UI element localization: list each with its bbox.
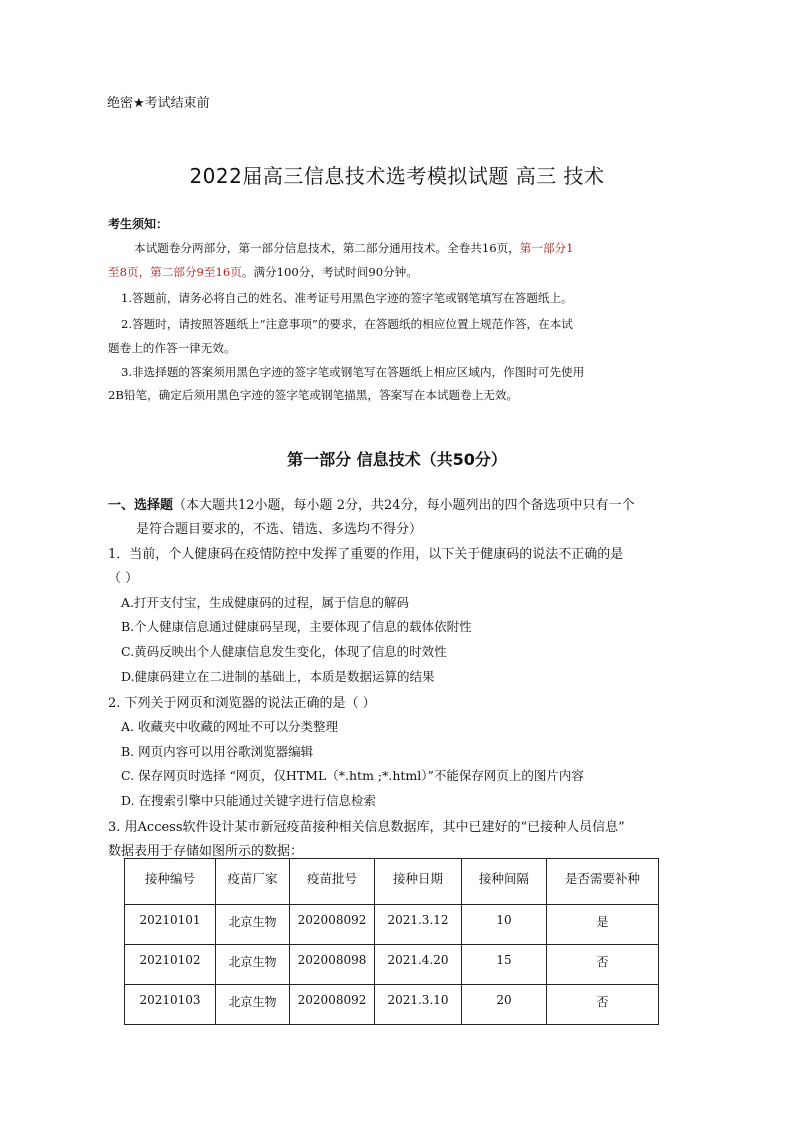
table-cell: 北京生物 [216, 905, 290, 945]
table-header-cell: 疫苗批号 [290, 859, 375, 905]
question-2-option-d: D. 在搜索引擎中只能通过关键字进行信息检索 [121, 793, 377, 808]
table-header-cell: 接种间隔 [462, 859, 547, 905]
table-cell: 2021.4.20 [375, 945, 462, 985]
question-2-stem: 2. 下列关于网页和浏览器的说法正确的是（ ） [108, 696, 376, 711]
table-cell: 202008098 [290, 945, 375, 985]
notice-intro-d: 。满分100分，考试时间90分钟。 [241, 265, 418, 279]
question-3-stem-line2: 数据表用于存储如图所示的数据： [108, 844, 304, 859]
table-cell: 202008092 [290, 905, 375, 945]
table-cell: 2021.3.12 [375, 905, 462, 945]
notice-intro-c: 至8页，第二部分9至16页 [108, 265, 242, 279]
part1-heading-line1 [108, 494, 635, 513]
section-title: 第一部分 信息技术（共50分） [287, 450, 507, 469]
notice-item-1: 1.答题前，请务必将自己的姓名、准考证号用黑色字迹的签字笔或钢笔填写在答题纸上。 [121, 291, 573, 305]
table-cell: 202008092 [290, 985, 375, 1025]
table-cell: 北京生物 [216, 985, 290, 1025]
notice-intro-line2 [108, 264, 418, 280]
question-1-blank: （ ） [108, 571, 139, 586]
part1-heading-bold: 一、选择题 [108, 498, 174, 513]
table-cell: 20210101 [125, 905, 216, 945]
confidential-label: 绝密★考试结束前 [107, 96, 210, 111]
table-cell: 20210103 [125, 985, 216, 1025]
part1-heading-line2: 是符合题目要求的，不选、错选、多选均不得分） [136, 522, 423, 537]
question-1-option-a: A.打开支付宝，生成健康码的过程，属于信息的解码 [121, 595, 410, 610]
part1-heading-text: （本大题共12小题，每小题 2分，共24分，每小题列出的四个备选项中只有一个 [173, 498, 635, 513]
question-2-option-c: C. 保存网页时选择 “网页，仅HTML（*.htm ;*.html）”不能保存网页上的图片内容 [121, 768, 584, 783]
table-cell: 否 [547, 945, 659, 985]
question-1-option-b: B.个人健康信息通过健康码呈现，主要体现了信息的载体依附性 [121, 619, 472, 634]
notice-intro-line1 [134, 240, 574, 256]
table-cell: 2021.3.10 [375, 985, 462, 1025]
table-cell: 15 [462, 945, 547, 985]
table-cell: 20210102 [125, 945, 216, 985]
table-row [125, 905, 659, 945]
table-header-cell: 接种编号 [125, 859, 216, 905]
table-cell: 否 [547, 985, 659, 1025]
question-1-option-d: D.健康码建立在二进制的基础上，本质是数据运算的结果 [121, 669, 435, 684]
table-row [125, 945, 659, 985]
question-1-option-c: C.黄码反映出个人健康信息发生变化，体现了信息的时效性 [121, 644, 447, 659]
table-row [125, 985, 659, 1025]
question-3-stem: 3. 用Access软件设计某市新冠疫苗接种相关信息数据库，其中已建好的“已接种人员信息” [108, 820, 625, 835]
notice-intro-a: 本试题卷分两部分，第一部分信息技术，第二部分通用技术。全卷共16页， [134, 241, 520, 255]
question-2-option-b: B. 网页内容可以用谷歌浏览器编辑 [121, 744, 314, 759]
table-header-cell: 疫苗厂家 [216, 859, 290, 905]
table-header-cell: 是否需要补种 [547, 859, 659, 905]
notice-intro-b: 第一部分1 [519, 241, 574, 255]
question-1-stem: 1．当前，个人健康码在疫情防控中发挥了重要的作用，以下关于健康码的说法不正确的是 [108, 547, 624, 562]
table-header-row [125, 859, 659, 905]
table-cell: 北京生物 [216, 945, 290, 985]
table-cell: 20 [462, 985, 547, 1025]
notice-item-2-line1: 2.答题时，请按照答题纸上“注意事项”的要求，在答题纸的相应位置上规范作答，在本试 [121, 317, 573, 331]
table-header-cell: 接种日期 [375, 859, 462, 905]
exam-title: 2022届高三信息技术选考模拟试题 高三 技术 [189, 164, 605, 188]
question-2-option-a: A. 收藏夹中收藏的网址不可以分类整理 [121, 719, 338, 734]
notice-heading: 考生须知： [108, 217, 169, 231]
notice-item-2-line2: 题卷上的作答一律无效。 [108, 341, 236, 355]
notice-item-3-line1: 3.非选择题的答案须用黑色字迹的签字笔或钢笔写在答题纸上相应区域内，作图时可先使用 [121, 365, 585, 379]
vaccination-table [124, 858, 659, 1025]
table-cell: 10 [462, 905, 547, 945]
table-cell: 是 [547, 905, 659, 945]
notice-item-3-line2: 2B铅笔，确定后须用黑色字迹的签字笔或钢笔描黑，答案写在本试题卷上无效。 [108, 388, 519, 402]
